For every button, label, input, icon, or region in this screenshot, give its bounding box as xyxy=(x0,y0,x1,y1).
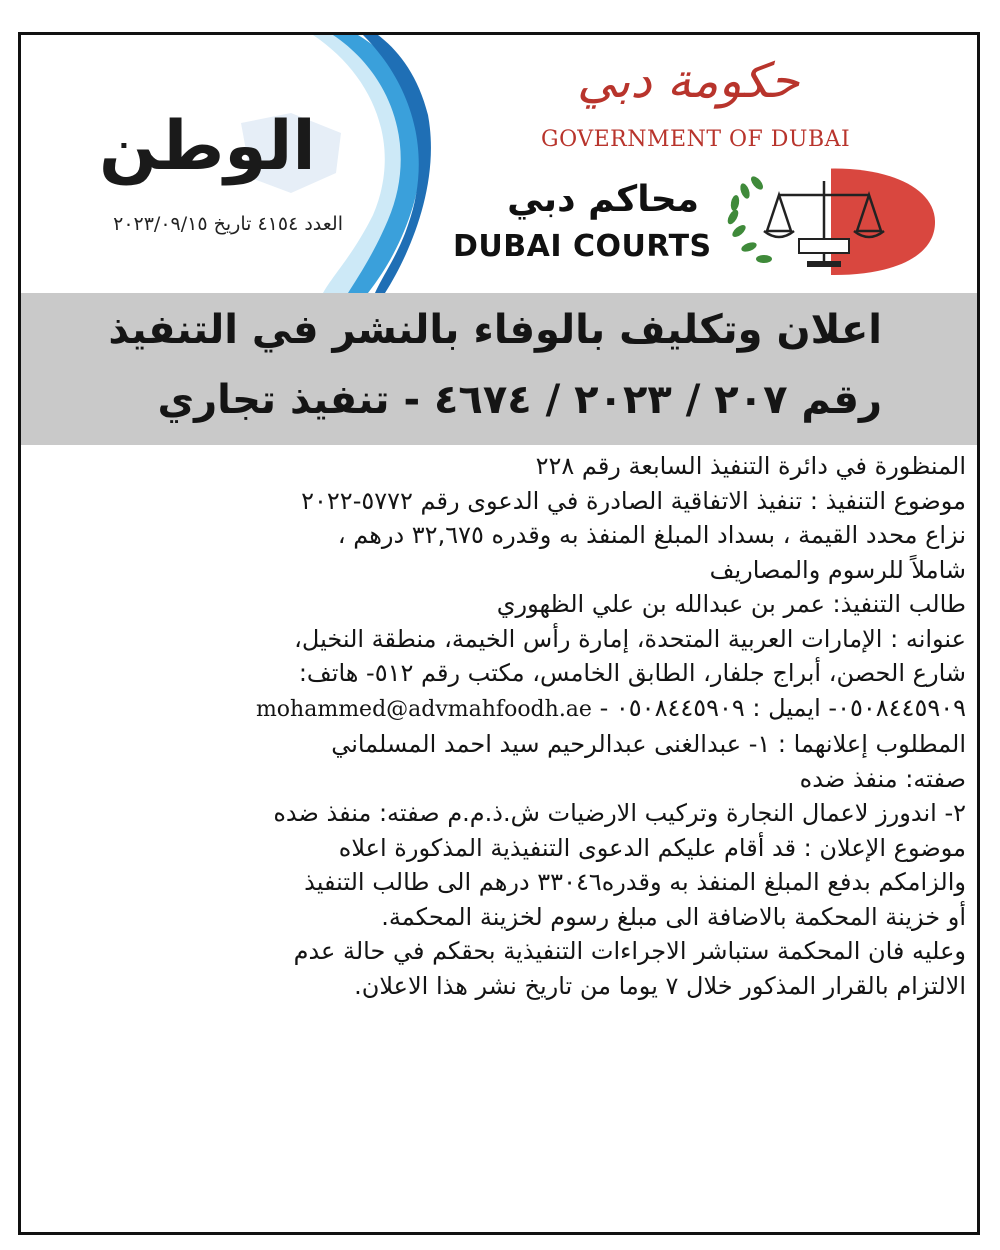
issue-date-line: العدد ٤١٥٤ تاريخ ٢٠٢٣/٠٩/١٥ xyxy=(113,213,343,235)
body-line: شارع الحصن، أبراج جلفار، الطابق الخامس، مكتب رقم ٥١٢- هاتف: xyxy=(298,659,966,687)
body-line: المطلوب إعلانهما : ١- عبدالغنى عبدالرحيم سيد احمد المسلماني xyxy=(331,730,966,758)
body-line: والزامكم بدفع المبلغ المنفذ به وقدره٣٣٠٤٦ درهم الى طالب التنفيذ xyxy=(304,868,966,896)
body-line: موضوع الإعلان : قد أقام عليكم الدعوى التنفيذية المذكورة اعلاه xyxy=(338,833,966,862)
body-line: ٢- اندورز لاعمال النجارة وتركيب الارضيات ش.ذ.م.م صفته: منفذ ضده xyxy=(273,799,966,827)
email-label: ايميل : ٠٥٠٨٤٤٥٩٠٩ - xyxy=(599,693,821,722)
body-line: وعليه فان المحكمة ستباشر الاجراءات التنفيذية بحقكم في حالة عدم xyxy=(293,937,966,965)
body-line: نزاع محدد القيمة ، بسداد المبلغ المنفذ به وقدره ٣٢,٦٧٥ درهم ، xyxy=(337,521,966,549)
government-logo-arabic: حكومة دبي xyxy=(577,53,800,109)
government-logo-english: GOVERNMENT OF DUBAI xyxy=(541,127,851,152)
phone-number: ٠٥٠٨٤٤٥٩٠٩- xyxy=(828,693,966,722)
body-line: موضوع التنفيذ : تنفيذ الاتفاقية الصادرة في الدعوى رقم ٥٧٧٢-٢٠٢٢ xyxy=(301,486,966,515)
notice-title: اعلان وتكليف بالوفاء بالنشر في التنفيذ xyxy=(108,307,882,353)
body-line: المنظورة في دائرة التنفيذ السابعة رقم ٢٢٨ xyxy=(535,452,966,480)
notice-body xyxy=(31,449,966,1003)
body-line: الالتزام بالقرار المذكور خلال ٧ يوما من تاريخ نشر هذا الاعلان. xyxy=(354,971,966,1000)
notice-case-number: رقم ٢٠٧ / ٢٠٢٣ / ٤٦٧٤ - تنفيذ تجاري xyxy=(157,377,882,423)
courts-name-english: DUBAI COURTS xyxy=(453,229,712,264)
scales-of-justice-emblem-icon xyxy=(709,161,937,281)
contact-line xyxy=(31,691,966,728)
notice-header xyxy=(21,35,977,293)
body-line: شاملاً للرسوم والمصاريف xyxy=(709,555,966,584)
newspaper-name: الوطن xyxy=(99,107,316,186)
body-line: عنوانه : الإمارات العربية المتحدة، إمارة رأس الخيمة، منطقة النخيل، xyxy=(294,624,966,653)
body-line: طالب التنفيذ: عمر بن عبدالله بن علي الظهوري xyxy=(496,590,966,618)
courts-name-arabic: محاكم دبي xyxy=(507,179,699,220)
notice-title-banner xyxy=(21,293,977,445)
body-line: أو خزينة المحكمة بالاضافة الى مبلغ رسوم لخزينة المحكمة. xyxy=(381,902,966,931)
email-address[interactable]: mohammed@advmahfoodh.ae xyxy=(255,696,592,722)
body-line: صفته: منفذ ضده xyxy=(799,764,966,793)
notice-frame xyxy=(18,32,980,1235)
